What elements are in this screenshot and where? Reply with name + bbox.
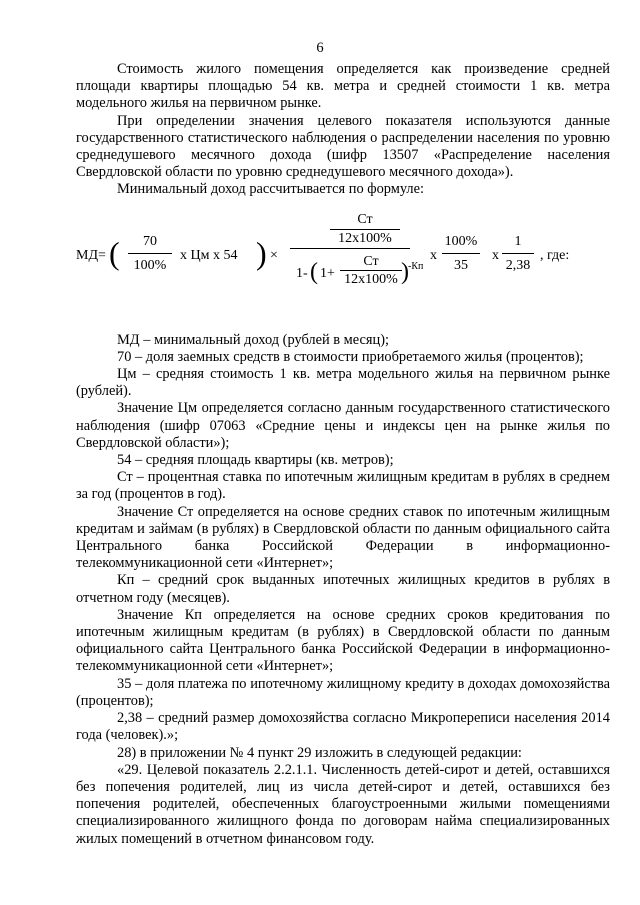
paragraph: 28) в приложении № 4 пункт 29 изложить в следующей редакции: — [117, 744, 522, 761]
formula-num-70: 70 — [143, 233, 157, 249]
formula-times-2: х — [430, 247, 437, 263]
paragraph: Значение Цм определяется согласно данным государственного статистического наблюдения (шифр 07063 «Средние цены и индексы цен на рынке жилья по Свердловской области»); — [76, 400, 610, 451]
formula-den-35: 35 — [454, 257, 468, 273]
paragraph: «29. Целевой показатель 2.2.1.1. Численность детей-сирот и детей, оставшихся без попечения родителей, лиц из числа детей-сирот и детей, оставшихся без попечения родителей, обеспеченных благоустроенными жилыми помещениями специализированного жилищного фонда по договорам найма специализированных жилых помещений в отчетном финансовом году. — [76, 761, 610, 847]
min-income-formula — [76, 209, 610, 303]
paragraph: 2,38 – средний размер домохозяйства согласно Микропереписи населения 2014 года (человек).»; — [76, 710, 610, 744]
formula-one-minus: 1- — [296, 265, 308, 281]
formula-ct-top: Ст — [357, 211, 373, 227]
paragraph: Минимальный доход рассчитывается по формуле: — [117, 181, 424, 198]
formula-inner-den: 12х100% — [344, 271, 398, 287]
formula-lhs: МД= — [76, 247, 106, 263]
paragraph: Кп – средний срок выданных ипотечных жилищных кредитов в рублях в отчетном году (месяцев). — [76, 572, 610, 606]
document-body — [76, 61, 610, 848]
formula-ct-den: 12х100% — [338, 230, 392, 246]
page-number: 6 — [316, 40, 324, 56]
formula-left-paren: ( — [109, 234, 120, 271]
formula-where: , где: — [540, 247, 570, 263]
formula-den-100: 100% — [133, 257, 167, 273]
formula-fraction-bar — [128, 253, 172, 254]
paragraph: Значение Кп определяется на основе средних сроков кредитования по ипотечным жилищным кредитам (в рублях) в Свердловской области по данным официального сайта Центрального банка Российской Федерации в информационно-телекоммуникационной сети «Интернет»; — [76, 606, 610, 675]
formula-inner-ct: Ст — [363, 253, 379, 269]
formula-inner-right-paren: ) — [401, 258, 409, 285]
paragraph: Стоимость жилого помещения определяется как произведение средней площади квартиры площадью 54 кв. метра и средней стоимости 1 кв. метра модельного жилья на первичном рынке. — [76, 61, 610, 112]
paragraph: Ст – процентная ставка по ипотечным жилищным кредитам в рублях в среднем за год (процентов в год). — [76, 469, 610, 503]
paragraph: 54 – средняя площадь квартиры (кв. метров); — [117, 452, 394, 469]
formula-num-1: 1 — [514, 233, 522, 249]
paragraph: 70 – доля заемных средств в стоимости приобретаемого жилья (процентов); — [117, 348, 584, 365]
formula-exponent: -Кп — [408, 260, 424, 272]
formula-fraction-bar — [442, 253, 480, 254]
paragraph: Цм – средняя стоимость 1 кв. метра модельного жилья на первичном рынке (рублей). — [76, 366, 610, 400]
paragraph: При определении значения целевого показателя используются данные государственного статистического наблюдения о распределении населения по уровню среднедушевого месячного дохода (шифр 13507 «Распределение населения Свердловской области по уровню среднедушевого месячного дохода»). — [76, 112, 610, 181]
formula-fraction-bar — [502, 253, 534, 254]
paragraph: 35 – доля платежа по ипотечному жилищному кредиту в доходах домохозяйства (процентов); — [76, 675, 610, 709]
paragraph: МД – минимальный доход (рублей в месяц); — [117, 331, 390, 348]
formula-inner-left-paren: ( — [310, 258, 318, 285]
formula-main-fraction-bar — [290, 248, 410, 249]
formula-num-100: 100% — [444, 233, 478, 249]
formula-den-238: 2,38 — [505, 257, 531, 273]
formula-times: × — [270, 247, 278, 263]
formula-times-3: х — [492, 247, 499, 263]
formula-one-plus: 1+ — [320, 265, 335, 281]
formula-term-cm: х Цм х 54 — [180, 247, 238, 263]
paragraph: Значение Ст определяется на основе средних ставок по ипотечным жилищным кредитам и займам (в рублях) в Свердловской области по данным официального сайта Центрального банка Российской Федерации в информационно-телекоммуникационной сети «Интернет»; — [76, 503, 610, 572]
formula-right-paren: ) — [256, 234, 267, 271]
